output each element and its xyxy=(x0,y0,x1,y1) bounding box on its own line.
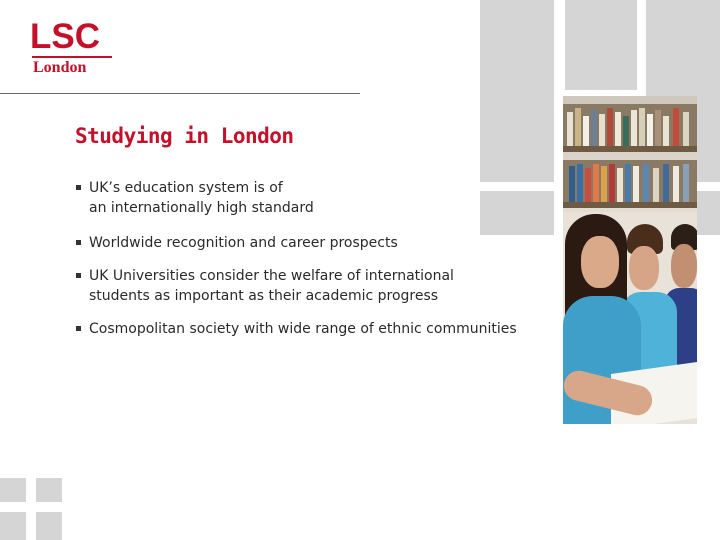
students-studying-photo xyxy=(563,96,697,424)
decor-tile xyxy=(36,478,62,502)
bullet-text: Cosmopolitan society with wide range of ethnic communities xyxy=(89,321,517,337)
bullet-text: an internationally high standard xyxy=(89,200,314,216)
shelf-board xyxy=(563,202,697,208)
bullet-item xyxy=(75,233,565,253)
lsc-london-logo xyxy=(30,17,114,80)
bullet-text: UK’s education system is of xyxy=(89,180,283,196)
shelf-board xyxy=(563,146,697,152)
bullet-item xyxy=(75,178,565,218)
slide-title: Studying in London xyxy=(75,124,294,148)
decor-tile xyxy=(0,512,26,540)
bullet-item xyxy=(75,266,565,306)
decor-tile xyxy=(0,478,26,502)
bullet-text: Worldwide recognition and career prospects xyxy=(89,235,398,251)
logo-subtitle: London xyxy=(33,59,87,76)
logo-mark: LSC xyxy=(30,17,100,56)
bookshelf xyxy=(563,160,697,202)
logo-rule xyxy=(32,56,112,58)
bullet-text: UK Universities consider the welfare of international xyxy=(89,268,454,284)
bullet-list xyxy=(75,178,565,352)
decor-tile xyxy=(697,191,720,235)
decor-tile xyxy=(480,0,554,182)
header-divider xyxy=(0,93,360,94)
bookshelf xyxy=(563,104,697,146)
bullet-item xyxy=(75,319,565,339)
decor-tile xyxy=(36,512,62,540)
bullet-text: students as important as their academic progress xyxy=(89,288,439,304)
decor-tile xyxy=(565,0,637,90)
